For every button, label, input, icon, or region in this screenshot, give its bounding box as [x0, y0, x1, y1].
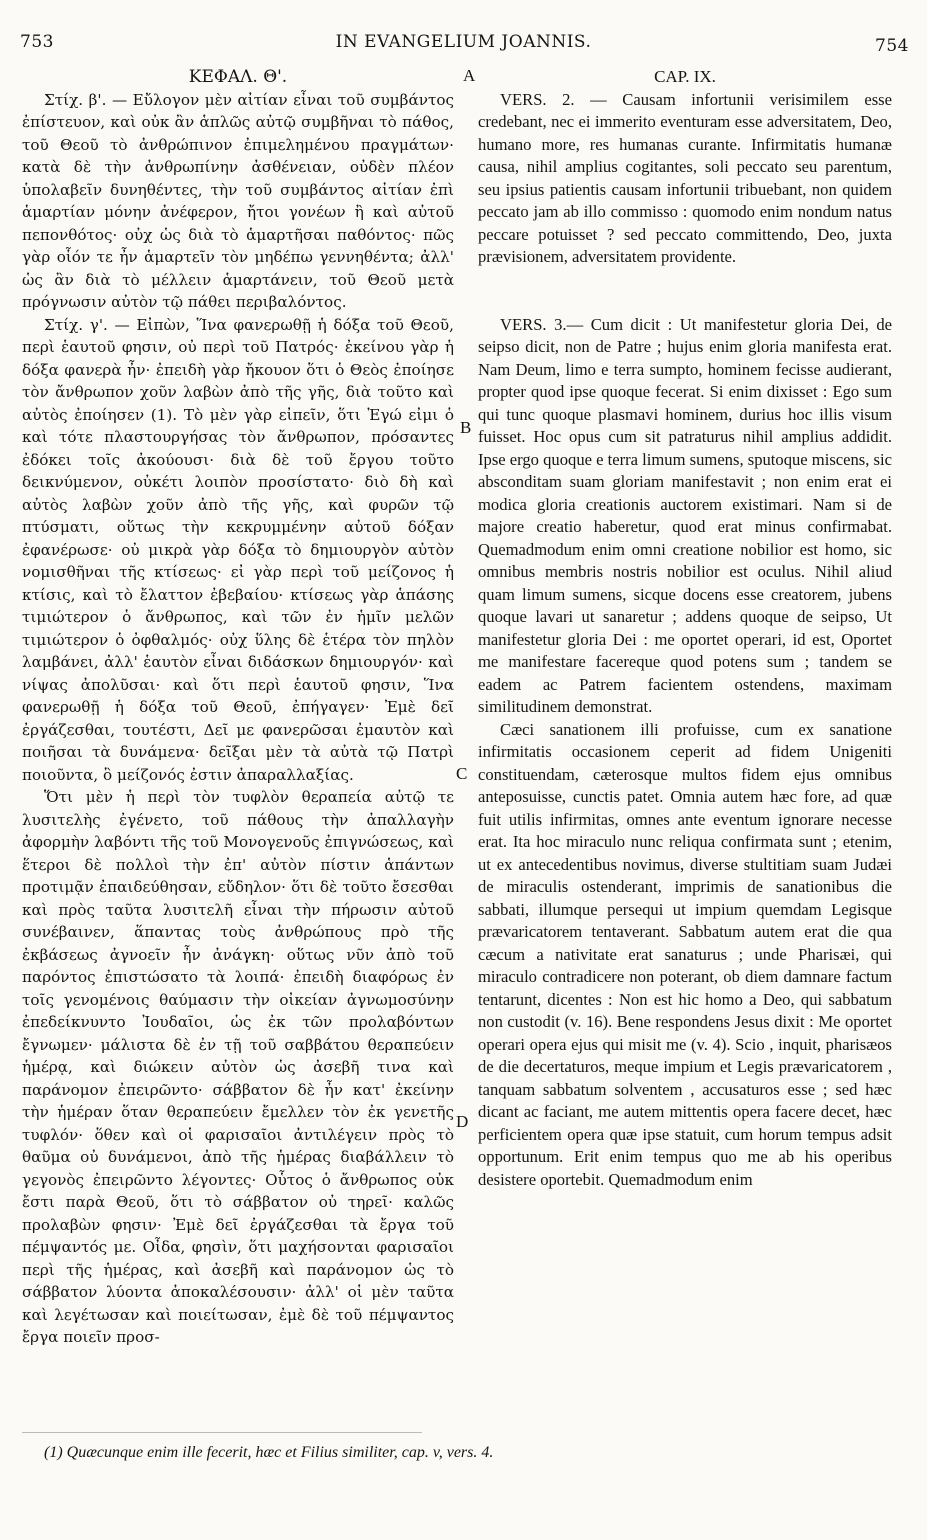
running-title: IN EVANGELIUM JOANNIS.: [335, 32, 592, 52]
page-number-left: 753: [20, 32, 54, 52]
margin-mark-c: C: [456, 764, 468, 783]
latin-column: [478, 66, 892, 1191]
greek-chapter-heading: ΚΕΦΑΛ. Θ'.: [188, 67, 288, 87]
latin-chapter-heading: CAP. IX.: [654, 67, 716, 86]
footnote-rule: [22, 1432, 422, 1433]
greek-column: [22, 66, 454, 1349]
margin-mark-b: B: [460, 418, 472, 437]
page-number-right: 754: [875, 36, 909, 56]
latin-paragraph-3: Cæci sanationem illi profuisse, cum ex sanatione infirmitatis occasionem ceperit ad fidem Unigeniti constituendam, cæterosque multos fidem ejus omnibus anteposuisse, cunctis patet. Omnia autem hæc fore, ad quæ fuit utilis infirmitas, omnes ante eventum ignorare necesse erat. Ita hoc miraculo nunc reliqua confirmata sunt ; etenim, ut ex antecedentibus novimus, diverse stultitiam suam Judæi de miraculis ostenderant, imprimis de sanationibus die sabbati, illumque persequi ut impium quemdam Legisque prævaricatorem tentaverant. Sabbatum autem erat die qua cæcum a nativitate erat sanaturus ; unde Pharisæi, qui miraculo contradicere non poterant, ob diem damnare factum tentarunt, dicentes : Non est hic homo a Deo, qui sabbatum non custodit (v. 16). Bene respondens Jesus dixit : Me oportet operari opera ejus qui misit me (v. 4). Scio , inquit, pharisæos de die decertaturos, meque impium et Legis prævaricatorem , tanquam sabbatum solventem , accusaturos esse ; sed hæc dicant ac faciant, me autem mittentis opera facere decet, hæc perficientem opera quæ ipse statuit, cum horum tempus adsit opportunum. Erit enim tempus quo me ab his operibus desistere oportebit. Quemadmodum enim: [478, 719, 892, 1189]
latin-verse-3: VERS. 3.— Cum dicit : Ut manifestetur gloria Dei, de seipso dicit, non de Patre ; hujus enim gloria manifesta erat. Nam Deum, limo e terra sumpto, hominem fecisse audierant, propter quod ipse quoque fecerat. Si enim dixisset : Ego sum qui tunc quoque plasmavi hominem, durius hoc illis visum fuisset. Hoc opus cum sit patraturus nihil amplius addidit. Ipse ergo quoque e terra limum sumens, sputoque miscens, sic absconditam suam gloriam manifestavit ; non enim erat ei modica gloria creationis auctorem existimari. Nam si de majore creatio haberetur, quod erat minus confirmabat. Quemadmodum enim omni creatione nobilior est homo, sic omnibus membris nostris nobilior est oculus. Nihil aliud quam limum sumens, sicque docens esse creatorem, jubens quoque lavari ut sanaretur ; addens quoque de seipso, Ut manifestetur gloria Dei : me oportet operari, id est, Oportet me manifestare facereque quod potens sum ; tandem se eadem ac Patrem facientem ostendens, maximam similitudinem demonstrat.: [478, 314, 892, 716]
margin-mark-a: A: [463, 66, 476, 85]
greek-verse-3: Στίχ. γ'. — Εἰπὼν, Ἵνα φανερωθῇ ἡ δόξα τοῦ Θεοῦ, περὶ ἑαυτοῦ φησιν, οὐ περὶ τοῦ Πατρός· ἐκείνου γὰρ ἡ δόξα φανερὰ ἦν· ἐπειδὴ γὰρ ἤκουον ὅτι ὁ Θεὸς ἐποίησε τὸν ἄνθρωπον χοῦν λαβὼν ἀπὸ τῆς γῆς, διὰ τοῦτο καὶ αὐτὸς ἐποίησεν (1). Τὸ μὲν γὰρ εἰπεῖν, ὅτι Ἐγώ εἰμι ὁ καὶ τότε πλαστουργήσας τὸν ἄνθρωπον, πρόσαντες ἐδόκει τοῖς ἀκούουσι· διὰ δὲ τοῦ ἔργου τοῦτο δεικνύμενον, οὐκέτι λοιπὸν προσίστατο· διὸ δὴ καὶ αὐτὸς λαβὼν χοῦν ἀπὸ τῆς γῆς, καὶ φυρῶν τῷ πτύσματι, οὕτως τὴν κεκρυμμένην αὐτοῦ δόξαν ἐφανέρωσε· οὐ μικρὰ γὰρ δόξα τὸ δημιουργὸν αὐτὸν νομισθῆναι τῆς κτίσεως· εἰ γὰρ περὶ τοῦ μείζονος ἡ κτίσις, καὶ τὸ ἔλαττον ἐβεβαίου· κτίσεως γὰρ ἁπάσης τιμιώτερον ὁ ἄνθρωπος, καὶ τῶν ἐν ἡμῖν μελῶν τιμιώτερον ὁ ὀφθαλμός· οὐχ ὕλης δὲ ἑτέρα τὸν πηλὸν λαμβάνει, ἀλλ' ἑαυτὸν εἶναι διδάσκων δημιουργόν· καὶ νίψας ἀπολῦσαι· καὶ ὅτι περὶ ἑαυτοῦ φησιν, Ἵνα φανερωθῇ ἡ δόξα τοῦ Θεοῦ, ἐπήγαγεν· Ἐμὲ δεῖ ἐργάζεσθαι, τουτέστι, Δεῖ με φανερῶσαι ἐμαυτὸν καὶ ποιῆσαι τὰ δυνάμενα· δεῖξαι μὲν τὰ αὐτὰ τῷ Πατρὶ ποιοῦντα, ὃ μείζονός ἐστιν ἀπαραλλαξίας.: [22, 315, 454, 784]
greek-verse-2: Στίχ. β'. — Εὔλογον μὲν αἰτίαν εἶναι τοῦ συμβάντος ἐπίστευον, καὶ οὐκ ἂν ἁπλῶς αὐτῷ συμβῆναι τὸ πάθος, τοῦ Θεοῦ τὸ ἀνθρώπινον ἐπιμελημένου πραγμάτων· κατὰ δὲ τὴν ἀνθρωπίνην ἀσθένειαν, οὐδὲν πλέον ὑπολαβεῖν δυνηθέντες, τὴν τοῦ συμβάντος αἰτίαν ἐπὶ ἁμαρτίαν μόνην ἀνέφερον, ἤτοι γονέων ἢ καὶ αὐτοῦ πεπονθότος· οὐχ ὡς διὰ τὸ ἁμαρτῆσαι παθόντος· πῶς γὰρ οἷόν τε ἦν ἁμαρτεῖν τὸν μηδέπω γεννηθέντα; ἀλλ' ὡς ἂν διὰ τὸ μέλλειν ἁμαρτάνειν, τοῦ Θεοῦ μετὰ πρόγνωσιν αὐτὸν τῷ πάθει περιβαλόντος.: [22, 90, 454, 311]
margin-mark-d: D: [456, 1112, 469, 1131]
latin-verse-2: VERS. 2. — Causam infortunii verisimilem esse credebant, nec ei immerito eventuram esse adversitatem, Deo, humano more, res humanas curante. Infirmitatis humanæ causa, nihil amplius cogitantes, soli peccato seu parentum, seu ipsius patientis causam infortunii tribuebant, non quidem peccato jam ab illo commisso : quomodo enim nondum natus peccare potuisset ? sed peccato committendo, Deo, juxta prævisionem, adversitatem providente.: [478, 89, 892, 266]
greek-paragraph-3: Ὅτι μὲν ἡ περὶ τὸν τυφλὸν θεραπεία αὐτῷ τε λυσιτελὴς ἐγένετο, τοῦ πάθους τὴν ἀπαλλαγὴν ἀφορμὴν λαβόντι τῆς τοῦ Μονογενοῦς ἐπιγνώσεως, καὶ ἕτεροι δὲ πολλοὶ τὴν ἐπ' αὐτὸν πίστιν ἁπάντων προτιμᾷν ἐπαιδεύθησαν, εὔδηλον· ὅτι δὲ τοῦτο ἔσεσθαι καὶ πρὸς ταῦτα λυσιτελῆ εἶναι τὴν πήρωσιν αὐτοῦ συνέβαινεν, ἅπαντας τοὺς ἀνθρώπους πρὸ τῆς ἐκβάσεως ἀγνοεῖν ἦν ἀνάγκη· οὕτως νῦν ἀπὸ τοῦ παρόντος ἐπιστώσατο τὰ λοιπά· ἐπειδὴ διαφόρως ἐν τοῖς γενομένοις θαύμασιν τὴν οἰκείαν ἀγνωμοσύνην ἐπεδείκνυντο Ἰουδαῖοι, ὡς ἐκ τῶν προλαβόντων ἔγνωμεν· μάλιστα δὲ ἐν τῇ τοῦ σαββάτου θεραπεύειν ἡμέρᾳ, καὶ διώκειν αὐτὸν ὡς ἀσεβῆ τινα καὶ παράνομον ἐπειρῶντο· σάββατον δὲ ἦν κατ' ἐκείνην τὴν ἡμέραν ὅταν θεραπεύειν ἔμελλεν τὸν ἐκ γενετῆς τυφλόν· ὅθεν καὶ οἱ φαρισαῖοι ἀντιλέγειν πρὸς τὸ θαῦμα οὐ δυνάμενοι, ἀπὸ τῆς ἡμέρας διαβάλλειν τὸ γεγονὸς ἐπειρῶντο λέγοντες· Οὗτος ὁ ἄνθρωπος οὐκ ἔστι παρὰ Θεοῦ, ὅτι τὸ σάββατον οὐ τηρεῖ· καλῶς προλαβὼν φησιν· Ἐμὲ δεῖ ἐργάζεσθαι τὰ ἔργα τοῦ πέμψαντός με. Οἶδα, φησὶν, ὅτι μαχήσονται φαρισαῖοι περὶ τῆς ἡμέρας, καὶ ἀσεβῆ καὶ παράνομον ὡς τὸ σάββατον λύοντα ἀποκαλέσουσιν· ἀλλ' οἱ μὲν ταῦτα καὶ λεγέτωσαν καὶ ποιείτωσαν, ἐμὲ δὲ τοῦ πέμψαντος ἔργα ποιεῖν προσ-: [22, 788, 454, 1346]
footnote: (1) Quæcunque enim ille fecerit, hæc et Filius similiter, cap. v, vers. 4.: [44, 1444, 494, 1461]
